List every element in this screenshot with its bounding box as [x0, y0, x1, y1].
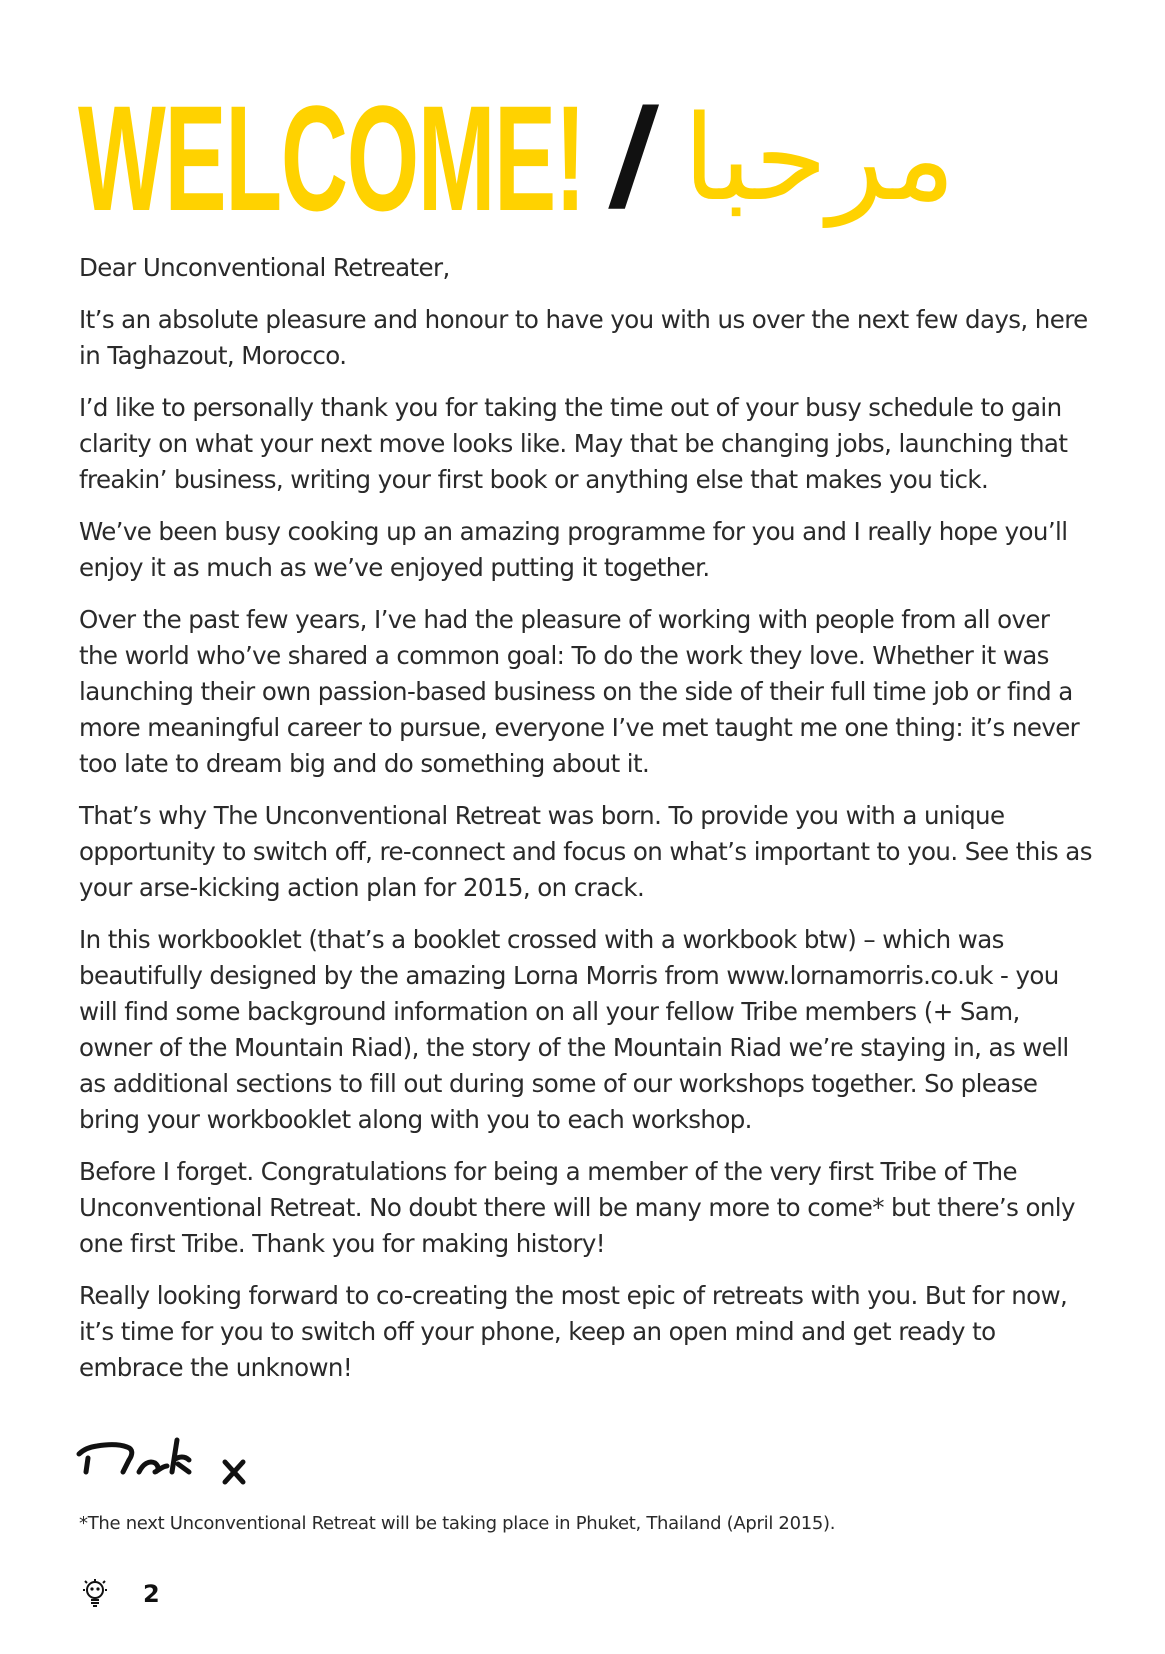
- letter-paragraph: It’s an absolute pleasure and honour to have you with us over the next few days, here in Taghazout, Morocco.: [79, 305, 1088, 370]
- letter-paragraph: Before I forget. Congratulations for being a member of the very first Tribe of The Unconventional Retreat. No doubt there will be many more to come* but there’s only one first Tribe. Thank you for making history!: [79, 1157, 1075, 1258]
- page-number: 2: [143, 1580, 160, 1608]
- letter-paragraph: Really looking forward to co-creating the most epic of retreats with you. But for now, it’s time for you to switch off your phone, keep an open mind and get ready to embrace the unknown!: [79, 1281, 1068, 1382]
- letter-paragraph: I’d like to personally thank you for taking the time out of your busy schedule to gain clarity on what your next move looks like. May that be changing jobs, launching that freakin’ business, writing your first book or anything else that makes you tick.: [79, 393, 1068, 494]
- letter-paragraph: Over the past few years, I’ve had the pleasure of working with people from all over the world who’ve shared a common goal: To do the work they love. Whether it was launching their own passion-based business on the side of their full time job or find a more meaningful career to pursue, everyone I’ve met taught me one thing: it’s never too late to dream big and do something about it.: [79, 605, 1080, 778]
- letter-body: [79, 250, 1094, 1402]
- title-english: WELCOME!: [78, 74, 585, 242]
- letter-paragraph: In this workbooklet (that’s a booklet crossed with a workbook btw) – which was beautifully designed by the amazing Lorna Morris from www.lornamorris.co.uk - you will find some background information on all your fellow Tribe members (+ Sam, owner of the Mountain Riad), the story of the Mountain Riad we’re staying in, as well as additional sections to fill out during some of our workshops together. So please bring your workbooklet along with you to each workshop.: [79, 925, 1069, 1134]
- lightbulb-icon: [82, 1578, 108, 1610]
- footnote: *The next Unconventional Retreat will be taking place in Phuket, Thailand (April 2015).: [79, 1513, 836, 1534]
- signature: [75, 1420, 275, 1490]
- letter-paragraph: We’ve been busy cooking up an amazing programme for you and I really hope you’ll enjoy it as much as we’ve enjoyed putting it together.: [79, 517, 1068, 582]
- salutation: Dear Unconventional Retreater,: [79, 253, 450, 282]
- letter-paragraph: That’s why The Unconventional Retreat was born. To provide you with a unique opportunity to switch off, re-connect and focus on what’s important to you. See this as your arse-kicking action plan for 2015, on crack.: [79, 801, 1092, 902]
- title-arabic: مرحبا: [682, 89, 956, 227]
- title-separator: /: [603, 79, 665, 236]
- page-title: [78, 74, 956, 242]
